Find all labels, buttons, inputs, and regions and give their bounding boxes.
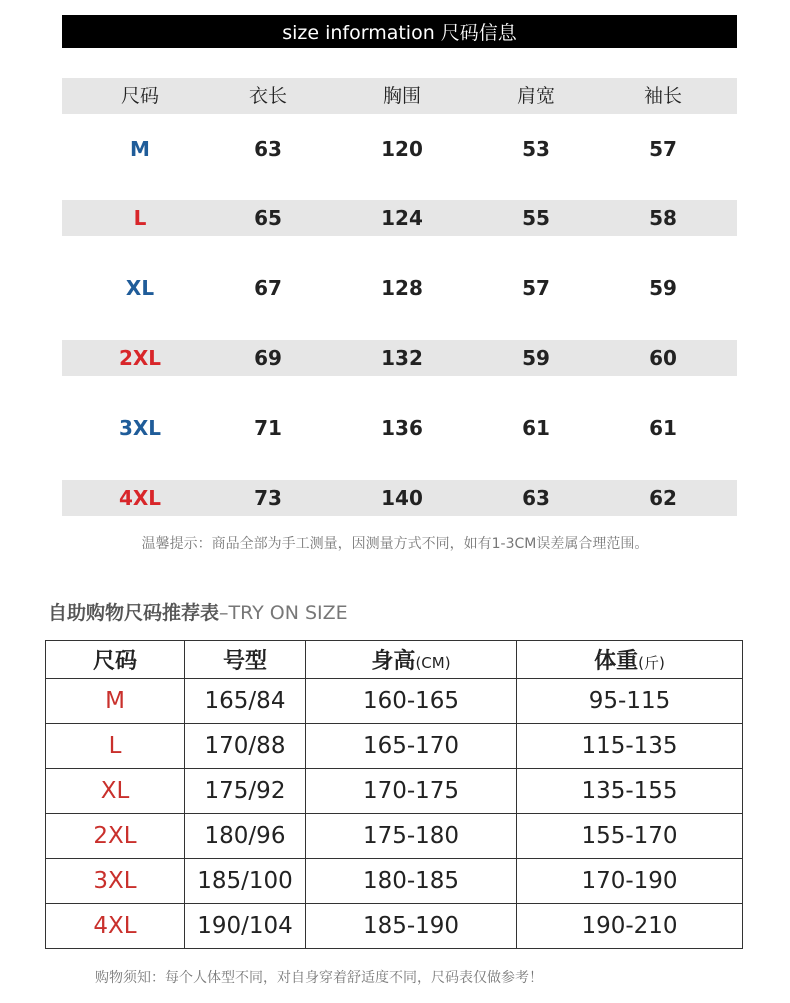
try-on-title-en: –TRY ON SIZE [219,602,348,624]
table-cell: 71 [254,416,282,440]
table-cell: 69 [254,346,282,370]
size-label: 2XL [46,814,185,859]
table-cell: 140 [381,486,423,510]
size-label: M [130,137,150,161]
header-cell [46,641,185,679]
header-cell [306,641,517,679]
table-cell: 175/92 [185,769,306,814]
measurement-note: 温馨提示：商品全部为手工测量，因测量方式不同，如有1-3CM误差属合理范围。 [141,536,649,552]
size-label: L [133,206,147,230]
table-cell: 60 [649,346,677,370]
size-label: 3XL [118,416,162,440]
header-cell-size: 尺码 [120,85,160,107]
table-cell: 190/104 [185,904,306,949]
table-row [62,270,737,306]
try-table-header [46,641,743,679]
table-cell: 170/88 [185,724,306,769]
table-row [62,480,737,516]
table-row [62,200,737,236]
header-unit: (CM) [415,654,451,672]
table-cell: 132 [381,346,423,370]
table-cell: 63 [522,486,550,510]
table-cell: 63 [254,137,282,161]
table-cell: 185/100 [185,859,306,904]
table-cell: 136 [381,416,423,440]
table-cell: 67 [254,276,282,300]
header-label: 身高 [371,649,416,674]
table-cell: 53 [522,137,550,161]
size-label: 2XL [118,346,162,370]
header-cell-sleeve: 袖长 [643,85,683,107]
table-cell: 115-135 [517,724,743,769]
try-on-section-title [48,598,348,625]
table-cell: 59 [522,346,550,370]
table-cell: 175-180 [306,814,517,859]
size-label: 4XL [46,904,185,949]
header-label: 尺码 [92,649,137,674]
table-cell: 120 [381,137,423,161]
header-cell-chest: 胸围 [382,85,422,107]
table-cell: 160-165 [306,679,517,724]
table-row [62,410,737,446]
table-cell: 62 [649,486,677,510]
table-cell: 58 [649,206,677,230]
table-cell: 190-210 [517,904,743,949]
size-label: 3XL [46,859,185,904]
table-cell: 170-175 [306,769,517,814]
table-cell: 95-115 [517,679,743,724]
table-cell: 165/84 [185,679,306,724]
table-cell: 155-170 [517,814,743,859]
header-label: 号型 [222,649,267,674]
table-row [46,859,743,904]
table-cell: 59 [649,276,677,300]
header-unit: (斤) [638,654,665,672]
table-cell: 55 [522,206,550,230]
table-cell: 65 [254,206,282,230]
table-row [46,814,743,859]
header-cell-shoulder: 肩宽 [516,85,556,107]
header-label: 体重 [594,649,639,674]
table-cell: 128 [381,276,423,300]
table-cell: 124 [381,206,423,230]
table-cell: 185-190 [306,904,517,949]
table-row [46,904,743,949]
try-on-size-table [45,640,743,949]
table-cell: 73 [254,486,282,510]
size-label: XL [125,276,155,300]
table-cell: 61 [649,416,677,440]
size-label: 4XL [118,486,162,510]
table-row [62,131,737,167]
table-cell: 180/96 [185,814,306,859]
size-table-header [62,78,737,114]
table-cell: 165-170 [306,724,517,769]
table-row [62,340,737,376]
header-cell [517,641,743,679]
size-label: L [46,724,185,769]
table-cell: 170-190 [517,859,743,904]
try-on-title-cn: 自助购物尺码推荐表 [48,602,220,624]
table-row [46,679,743,724]
shopping-note: 购物须知：每个人体型不同，对自身穿着舒适度不同，尺码表仅做参考！ [95,970,543,986]
header-cell [185,641,306,679]
table-cell: 180-185 [306,859,517,904]
table-cell: 57 [649,137,677,161]
size-info-banner: size information 尺码信息 [62,15,737,48]
header-cell-length: 衣长 [248,85,288,107]
size-label: XL [46,769,185,814]
table-cell: 61 [522,416,550,440]
size-label: M [46,679,185,724]
table-cell: 135-155 [517,769,743,814]
table-row [46,769,743,814]
table-row [46,724,743,769]
table-cell: 57 [522,276,550,300]
